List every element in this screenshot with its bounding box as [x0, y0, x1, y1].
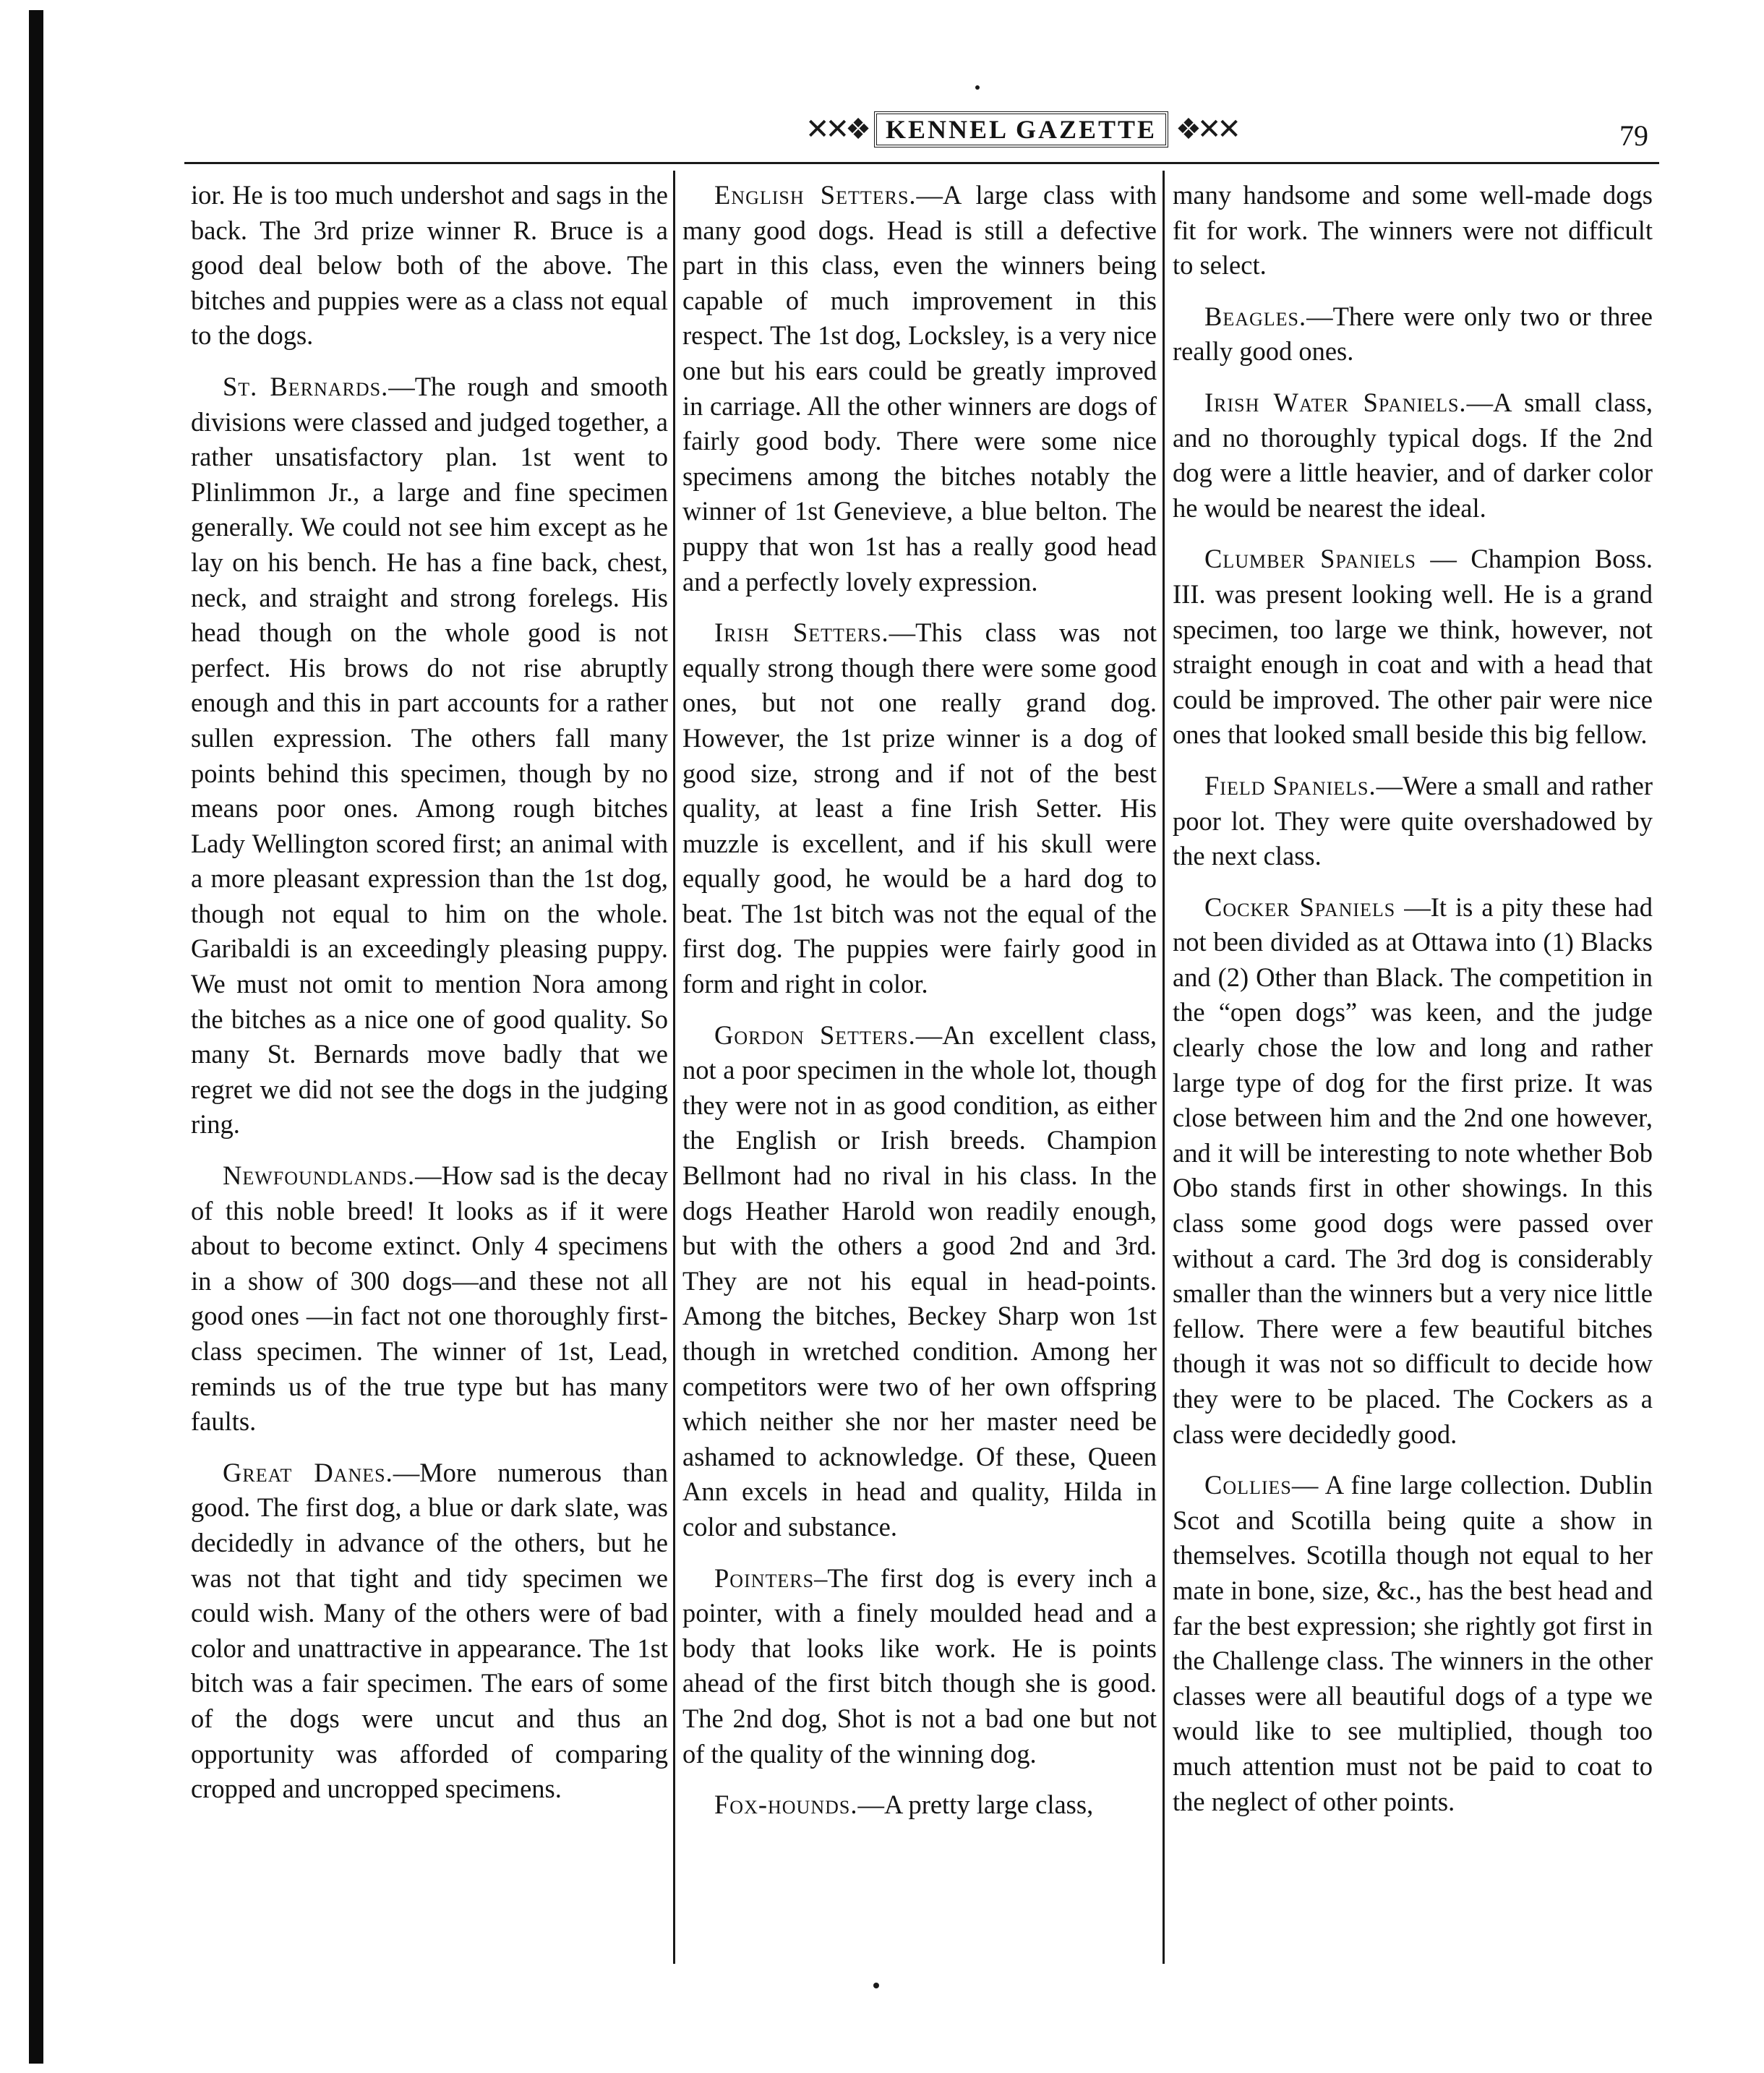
- column-divider: [673, 171, 675, 1964]
- paragraph-text: many handsome and some well-made dogs fit for work. The winners were not difficult to select.: [1173, 180, 1653, 281]
- header-rule: [184, 162, 1659, 164]
- section-heading: Gordon Setters.: [714, 1020, 916, 1050]
- paragraph-text: —A small class, and no thoroughly typical dogs. If the 2nd dog were a little heavier, and of darker color he would be nearest the ideal.: [1173, 387, 1653, 523]
- paragraph: [682, 1561, 1157, 1772]
- paragraph-text: — Champion Boss. III. was present looking well. He is a grand specimen, too large we think, however, not straight enough in coat and with a head that could be improved. The other pair were nice ones that looked small beside this big fellow.: [1173, 544, 1653, 750]
- section-heading: Fox-hounds.: [714, 1790, 858, 1820]
- paragraph: [1173, 542, 1653, 753]
- paragraph: [191, 1158, 668, 1440]
- section-heading: Irish Setters.: [714, 617, 889, 648]
- section-heading: Pointers: [714, 1563, 815, 1593]
- paragraph: [682, 1018, 1157, 1545]
- paragraph: [191, 1456, 668, 1807]
- paragraph-text: —A pretty large class,: [857, 1790, 1094, 1820]
- section-heading: Collies: [1204, 1470, 1292, 1500]
- paragraph: [1173, 890, 1653, 1453]
- column-divider: [1163, 171, 1165, 1964]
- column-2: [682, 178, 1157, 1839]
- paragraph-text: —The rough and smooth divisions were classed and judged together, a rather unsatisfactory plan. 1st went to Plinlimmon Jr., a large and fine specimen generally. We could not see him except as he lay on his bench. He has a fine back, chest, neck, and straight and strong forelegs. His head though on the whole good is not perfect. His brows do not rise abruptly enough and this in part accounts for a rather sullen expression. The others fall many points behind this specimen, though by no means poor ones. Among rough bitches Lady Wellington scored first; an animal with a more pleasant expression than the 1st dog, though not equal to him on the whole. Garibaldi is an exceedingly pleasing puppy. We must not omit to mention Nora among the bitches as a nice one of good quality. So many St. Bernards move badly that we regret we did not see the dogs in the judging ring.: [191, 371, 668, 1140]
- right-ornament-icon: ❖✕✕: [1176, 113, 1237, 146]
- paragraph-text: –The first dog is every inch a pointer, with a finely moulded head and a body that looks like work. He is points ahead of the first bitch though she is good. The 2nd dog, Shot is not a bad one but not of the quality of the winning dog.: [682, 1563, 1157, 1769]
- section-heading: Irish Water Spaniels.: [1204, 387, 1467, 417]
- section-heading: Field Spaniels.: [1204, 770, 1376, 800]
- paragraph: [1173, 769, 1653, 874]
- section-heading: Cocker Spaniels: [1204, 892, 1396, 922]
- paragraph-text: —How sad is the decay of this noble breed! It looks as if it were about to become extinct. Only 4 specimens in a show of 300 dogs—and these not all good ones —in fact not one thoroughly first-class specimen. The winner of 1st, Lead, reminds us of the true type but has many faults.: [191, 1161, 668, 1437]
- section-heading: St. Bernards.: [223, 371, 389, 401]
- masthead: [719, 104, 1323, 155]
- paragraph: [682, 615, 1157, 1002]
- publication-title: KENNEL GAZETTE: [874, 111, 1168, 148]
- paragraph-text: —There were only two or three really good ones.: [1173, 301, 1653, 367]
- paragraph-text: ior. He is too much undershot and sags in the back. The 3rd prize winner R. Bruce is a good deal below both of the above. The bitches and puppies were as a class not equal to the dogs.: [191, 180, 668, 351]
- section-heading: Clumber Spaniels: [1204, 544, 1416, 574]
- paragraph-text: —It is a pity these had not been divided as at Ottawa into (1) Blacks and (2) Other than Black. The competition in the “open dogs” was keen, and the judge clearly chose the low and long and rather large type of dog for the first prize. It was close between him and the 2nd one however, and it will be interesting to note whether Bob Obo stands first in other showings. In this class some good dogs were passed over without a card. The 3rd dog is considerably smaller than the winners but a very nice little fellow. There were a few beautiful bitches though it was not so difficult to decide how they were to be placed. The Cockers as a class were decidedly good.: [1173, 892, 1653, 1449]
- paragraph: [1173, 178, 1653, 283]
- paragraph: [191, 178, 668, 354]
- section-heading: Beagles.: [1204, 301, 1307, 331]
- section-heading: Newfoundlands.: [223, 1161, 416, 1191]
- paragraph-text: —A large class with many good dogs. Head is still a defective part in this class, even the winners being capable of much improvement in this respect. The 1st dog, Locksley, is a very nice one but his ears could be greatly improved in carriage. All the other winners are dogs of fairly good body. There were some nice specimens among the bitches notably the winner of 1st Genevieve, a blue belton. The puppy that won 1st has a really good head and a perfectly lovely expression.: [682, 180, 1157, 597]
- paragraph: [682, 1787, 1157, 1823]
- section-heading: English Setters.: [714, 180, 917, 210]
- binding-edge: [29, 10, 43, 2064]
- paragraph: [1173, 299, 1653, 369]
- left-ornament-icon: ✕✕❖: [805, 113, 867, 146]
- page-number: 79: [1619, 119, 1648, 152]
- column-1: [191, 178, 668, 1823]
- paragraph: [1173, 1468, 1653, 1819]
- paragraph: [1173, 385, 1653, 526]
- column-3: [1173, 178, 1653, 1835]
- page-header: [184, 101, 1659, 159]
- section-heading: Great Danes.: [223, 1457, 393, 1487]
- paragraph-text: —Were a small and rather poor lot. They were quite overshadowed by the next class.: [1173, 770, 1653, 871]
- paragraph: [682, 178, 1157, 599]
- paragraph-text: — A fine large collection. Dublin Scot and Scotilla being quite a show in themselves. Scotilla though not equal to her mate in bone, size, &c., has the best head and far the best expression; she rightly got first in the Challenge class. The winners in the other classes were all beautiful dogs of a type we would like to see multiplied, though too much attention must not be paid to coat to the neglect of other points.: [1173, 1470, 1653, 1816]
- print-speck: [873, 1983, 879, 1988]
- paragraph: [191, 369, 668, 1142]
- paragraph-text: —An excellent class, not a poor specimen in the whole lot, though they were not in as good condition, as either the English or Irish breeds. Champion Bellmont had no rival in his class. In the dogs Heather Harold won readily enough, but with the others a good 2nd and 3rd. They are not his equal in head-points. Among the bitches, Beckey Sharp won 1st though in wretched condition. Among her competitors were two of her own offspring which neither she nor her master need be ashamed to acknowledge. Of these, Queen Ann excels in head and quality, Hilda in color and substance.: [682, 1020, 1157, 1542]
- paragraph-text: —More numerous than good. The first dog, a blue or dark slate, was decidedly in advance of the others, but he was not that tight and tidy specimen we could wish. Many of the others were of bad color and unattractive in appearance. The 1st bitch was a fair specimen. The ears of some of the dogs were uncut and thus an opportunity was afforded of comparing cropped and uncropped specimens.: [191, 1457, 668, 1804]
- paragraph-text: —This class was not equally strong though there were some good ones, but not one really grand dog. However, the 1st prize winner is a dog of good size, strong and if not of the best quality, at least a fine Irish Setter. His muzzle is excellent, and if his skull were equally good, he would be a hard dog to beat. The 1st bitch was not the equal of the first dog. The puppies were fairly good in form and right in color.: [682, 617, 1157, 999]
- print-speck: [975, 85, 980, 90]
